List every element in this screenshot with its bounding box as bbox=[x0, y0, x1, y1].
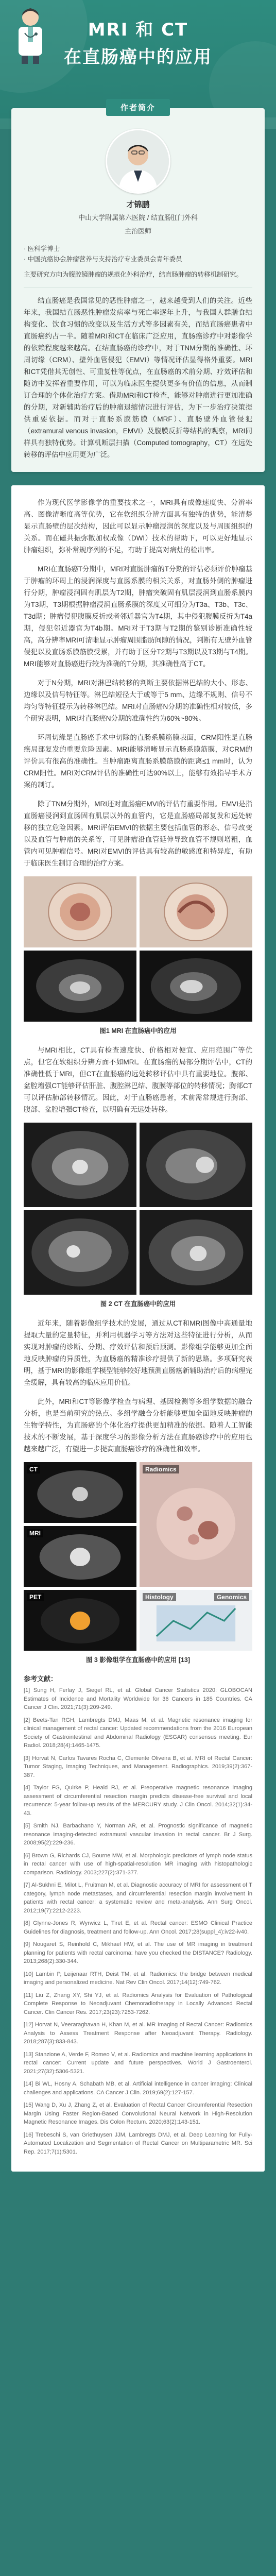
reference-item: [5] Smith NJ, Barbachano Y, Norman AR, et al. Prognostic significance of magnetic resonance imaging-detected extramural vascular invasion in rectal cancer. Br J Surg. 2008;95(2):229-236. bbox=[24, 1823, 252, 1846]
intro-paragraph: 结直肠癌是我国常见的恶性肿瘤之一，越来越受到人们的关注。近些年来，我国结直肠恶性肿瘤发病率与死亡率逐年上升，与我国人群膳食结构变化、饮食习惯的改变以及生活方式等多因素有关，而结直肠癌患者中直肠癌约占一半。随着MRI和CT在临床广泛应用，直肠癌诊疗中对影像学的依赖程度越来越高。在结直肠癌的诊疗中，对于TNM分期的准确性、环周切缘（CRM）、壁外血管侵犯（EMVI）等情况评估显得格外重要。MRI和CT凭借其无创性、可重复性等优点，在直肠癌的术前分期、疗效评估和随访中发挥着重要作用，可以为临床医生提供更多有价值的信息，从而制订合理的个体化治疗方案。借助MRI和CT检查，能够对肿瘤进行更加准确的分期，对新辅助治疗后的肿瘤退缩情况进行评估，为下一步治疗决策提供重要依据。而对于直肠系膜筋膜（MRF）、直肠壁外血管侵犯（extramural venous invasion，EMVI）及腹膜反折等结构的观察，MRI同样具有独特优势。计算机断层扫描（Computed tomography，CT）在远处转移的评估中应用更为广泛。 bbox=[24, 297, 252, 459]
figure-image bbox=[140, 951, 252, 1022]
reference-item: [8] Glynne-Jones R, Wyrwicz L, Tiret E, et al. Rectal cancer: ESMO Clinical Practice Guidelines for diagnosis, treatment and follow-up. Ann Oncol. 2017;28(suppl_4):iv22-iv40. bbox=[24, 1920, 252, 1935]
figure-tag: MRI bbox=[27, 1529, 43, 1537]
reference-item: [14] Bi WL, Hosny A, Schabath MB, et al. Artificial intelligence in cancer imaging: Clinical challenges and applications. CA Cancer J Clin. 2019;69(2):127-157. bbox=[24, 2081, 252, 2096]
figure-image bbox=[24, 1590, 136, 1651]
reference-item: [2] Beets-Tan RGH, Lambregts DMJ, Maas M, et al. Magnetic resonance imaging for clinical management of rectal cancer: Updated recommendations from the 2016 European Society of Gastrointestinal and Abdominal Radiology (ESGAR) consensus meeting. Eur Radiol. 2018;28(4):1465-1475. bbox=[24, 1717, 252, 1749]
figure-image bbox=[140, 1123, 252, 1207]
body-paragraph: MRI在直肠癌T分期中，MRI对直肠肿瘤的T分期的评估必须评价肿瘤基于肿瘤的环周上的浸润深度与直肠系膜的相关关系，对直肠外侧的肿瘤进行分期，肿瘤浸润固有肌层为T2期，肿瘤突破固有肌层浸润到直肠系膜内为T3期，T3期根据肿瘤浸润直肠系膜的深度又可细分为T3a、T3b、T3c、T3d期；肿瘤侵犯腹膜反折或者邻近器官为T4期，其中侵犯腹膜反折为T4a期，侵犯邻近器官为T4b期。MRI对于T3期与T2期的鉴别诊断准确性较高，高分辨率MRI可清晰显示肿瘤周围脂肪间隙的情况，判断有无壁外血管侵犯以及直肠系膜筋膜受累，并有助于区分T2期与T3期以及T3期与T4期。MRI能够对直肠癌进行较为准确的T分期，其准确性高于CT。 bbox=[24, 565, 252, 668]
references-title: 参考文献： bbox=[24, 1675, 58, 1683]
figure-caption: 图 3 影像组学在直肠癌中的应用 [13] bbox=[85, 1656, 191, 1664]
figure-image bbox=[140, 1462, 252, 1587]
author-research-focus: 主要研究方向为腹腔镜肿瘤的规范化外科治疗，结直肠肿瘤的转移机制研究。 bbox=[24, 271, 243, 278]
figure-image bbox=[140, 876, 252, 947]
figure-caption: 图1 MRI 在直肠癌中的应用 bbox=[99, 1027, 177, 1035]
figure-radiomics bbox=[24, 1462, 252, 1664]
figure-tag: CT bbox=[27, 1465, 40, 1473]
author-card-tab: 作者简介 bbox=[106, 99, 170, 116]
reference-item: [13] Stanzione A, Verde F, Romeo V, et al. Radiomics and machine learning applications in rectal cancer: Current update and future perspectives. World J Gastroenterol. 2021;27(32):5306-5321. bbox=[24, 2051, 252, 2075]
title-line-2: 在直肠癌中的应用 bbox=[64, 47, 212, 67]
body-paragraph: 此外，MRI和CT等影像学检查与病理、基因检测等多组学数据的融合分析，也是当前研究的热点。多组学融合分析能够更加全面地反映肿瘤的生物学特性，为直肠癌的个体化治疗提供更加精准的依据。随着人工智能技术的不断发展，基于深度学习的影像分析方法在直肠癌诊疗中的应用也越来越广泛，有望进一步提高直肠癌诊疗的准确性和效率。 bbox=[24, 1398, 252, 1453]
title-line-1: MRI 和 CT bbox=[88, 20, 188, 40]
references-list bbox=[24, 1686, 252, 2156]
body-paragraph: 环周切缘是直肠癌手术中切除的直肠系膜筋膜表面，CRM阳性是直肠癌局部复发的重要危险因素。MRI能够清晰显示直肠系膜筋膜，对CRM的评价具有很高的准确性。当肿瘤距离直肠系膜筋膜的距离≤1 mm时，认为CRM阳性。MRI对CRM评估的准确性可达90%以上，能够有效指导手术方案的制订。 bbox=[24, 734, 252, 789]
reference-item: [6] Brown G, Richards CJ, Bourne MW, et al. Morphologic predictors of lymph node status in rectal cancer with use of high-spatial-resolution MR imaging with histopathologic comparison. Radiology. 2003;227(2):371-377. bbox=[24, 1852, 252, 1876]
figure-mri bbox=[24, 876, 252, 1035]
reference-item: [1] Sung H, Ferlay J, Siegel RL, et al. Global Cancer Statistics 2020: GLOBOCAN Estimates of Incidence and Mortality Worldwide for 36 Cancers in 185 Countries. CA Cancer J Clin. 2021;71(3):209-249. bbox=[24, 1687, 252, 1710]
reference-item: [10] Lambin P, Leijenaar RTH, Deist TM, et al. Radiomics: the bridge between medical imaging and personalized medicine. Nat Rev Clin Oncol. 2017;14(12):749-762. bbox=[24, 1971, 252, 1986]
body-paragraph: 作为现代医学影像学的重要技术之一，MRI具有成像速度快、分辨率高、图像清晰度高等优势，它在软组织分辨方面具有独特的优势，能清楚显示直肠壁的层次结构，因此可以显示肿瘤浸润的深度以及与周围组织的关系。而在磁共振弥散加权成像（DWI）技术的帮助下，可以更好地显示肿瘤组织，弥补常规序列的不足，有助于提高对病灶的检出率。 bbox=[24, 499, 252, 554]
author-position: 主治医师 bbox=[124, 227, 151, 235]
figure-image bbox=[140, 1590, 252, 1651]
figure-image bbox=[24, 1210, 136, 1295]
reference-item: [11] Liu Z, Zhang XY, Shi YJ, et al. Radiomics Analysis for Evaluation of Pathological Complete Response to Neoadjuvant Chemoradiotherapy in Locally Advanced Rectal Cancer. Clin Cancer Res. 2017;23(23):7253-7262. bbox=[24, 1992, 252, 2015]
figure-image bbox=[140, 1210, 252, 1295]
author-name: 才锦鹏 bbox=[126, 200, 150, 209]
author-avatar bbox=[106, 129, 170, 194]
author-info-item: · 医科学博士 bbox=[24, 245, 60, 252]
figure-image bbox=[24, 1462, 136, 1523]
body-paragraph: 对于N分期，MRI对淋巴结转移的判断主要依据淋巴结的大小、形态、边缘以及信号特征等。淋巴结短径大于或等于5 mm、边缘不规则、信号不均匀等特征提示为转移淋巴结。MRI对直肠癌N分期的准确性相对较低，多个研究表明，MRI对直肠癌N分期的准确性约为60%~80%。 bbox=[24, 679, 252, 722]
body-paragraph: 近年来，随着影像组学技术的发展，通过从CT和MRI图像中高通量地提取大量的定量特征，并利用机器学习等方法对这些特征进行分析，从而实现对肿瘤的诊断、分期、疗效评估和预后预测。影像组学能够更加全面地反映肿瘤的异质性，为直肠癌的精准诊疗提供了新的思路。多项研究表明，基于MRI的影像组学模型能够较好地预测直肠癌新辅助治疗后的病理完全缓解，具有较高的临床应用价值。 bbox=[24, 1319, 252, 1386]
reference-item: [9] Nougaret S, Reinhold C, Mikhael HW, et al. The use of MR imaging in treatment planning for patients with rectal carcinoma: have you checked the DISTANCE? Radiology. 2013;268(2):330-344. bbox=[24, 1941, 252, 1964]
figure-image bbox=[24, 1123, 136, 1207]
figure-image bbox=[24, 876, 136, 947]
figure-image bbox=[24, 1526, 136, 1587]
figure-tag: Genomics bbox=[214, 1593, 249, 1601]
content-panel bbox=[11, 485, 265, 2172]
author-info-item: · 中国抗癌协会肿瘤营养与支持治疗专业委员会青年委员 bbox=[24, 256, 182, 263]
body-paragraph: 与MRI相比，CT具有检查速度快、价格相对便宜、应用范围广等优点，但它在软组织分辨方面不如MRI。在直肠癌的局部分期评估中，CT的准确性低于MRI，但CT在直肠癌的远处转移评估中具有重要地位。腹部、盆腔增强CT能够评估肝脏、腹腔淋巴结、腹膜等部位的转移情况；胸部CT可以评估肺部转移情况。因此，对于直肠癌患者，术前需常规进行胸部、腹部、盆腔增强CT检查，以明确有无远处转移。 bbox=[24, 1046, 252, 1113]
reference-item: [3] Horvat N, Carlos Tavares Rocha C, Clemente Oliveira B, et al. MRI of Rectal Cancer: Tumor Staging, Imaging Techniques, and Management. Radiographics. 2019;39(2):367-387. bbox=[24, 1755, 252, 1778]
author-affiliation: 中山大学附属第六医院 / 结直肠肛门外科 bbox=[78, 214, 198, 222]
reference-item: [12] Horvat N, Veeraraghavan H, Khan M, et al. MR Imaging of Rectal Cancer: Radiomics Analysis to Assess Treatment Response after Neoadjuvant Therapy. Radiology. 2018;287(3):833-843. bbox=[24, 2022, 252, 2045]
figure-tag: PET bbox=[27, 1593, 44, 1601]
reference-item: [4] Taylor FG, Quirke P, Heald RJ, et al. Preoperative magnetic resonance imaging assessment of circumferential resection margin predicts disease-free survival and local recurrence: 5-year follow-up results of the MERCURY study. J Clin Oncol. 2014;32(1):34-43. bbox=[24, 1785, 252, 1817]
author-info-list bbox=[24, 244, 252, 264]
figure-tag: Histology bbox=[143, 1593, 176, 1601]
figure-tag: Radiomics bbox=[143, 1465, 179, 1473]
figure-caption: 图 2 CT 在直肠癌中的应用 bbox=[100, 1300, 176, 1308]
reference-item: [7] Al-Sukhni E, Milot L, Fruitman M, et al. Diagnostic accuracy of MRI for assessment of T category, lymph node metastases, and circumferential resection margin involvement in patients with rectal cancer: a systematic review and meta-analysis. Ann Surg Oncol. 2012;19(7):2212-2223. bbox=[24, 1882, 252, 1914]
page-title bbox=[0, 15, 276, 68]
figure-image bbox=[24, 951, 136, 1022]
author-card bbox=[11, 104, 265, 472]
reference-item: [16] Trebeschi S, van Griethuysen JJM, Lambregts DMJ, et al. Deep Learning for Fully-Automated Localization and Segmentation of Rectal Cancer on Multiparametric MR. Sci Rep. 2017;7(1):5301. bbox=[24, 2131, 252, 2155]
reference-item: [15] Wang D, Xu J, Zhang Z, et al. Evaluation of Rectal Cancer Circumferential Resection Margin Using Faster Region-Based Convolutional Neural Network in High-Resolution Magnetic Resonance Images. Dis Colon Rectum. 2020;63(2):143-151. bbox=[24, 2102, 252, 2125]
body-paragraph: 除了TNM分期外，MRI还对直肠癌EMVI的评估有重要作用。EMVI是指直肠癌浸润到直肠固有肌层以外的血管内，它是直肠癌局部复发和远处转移的独立危险因素。MRI评估EMVI的依据主要包括血管的形态、信号改变以及血管与肿瘤的关系等，可见肿瘤沿血管延伸导致血管不规则增粗，血管内可见肿瘤信号。MRI对EMVI的评估具有较高的敏感度和特异度，有助于临床医生制订合理的治疗方案。 bbox=[24, 800, 252, 867]
figure-ct bbox=[24, 1123, 252, 1308]
